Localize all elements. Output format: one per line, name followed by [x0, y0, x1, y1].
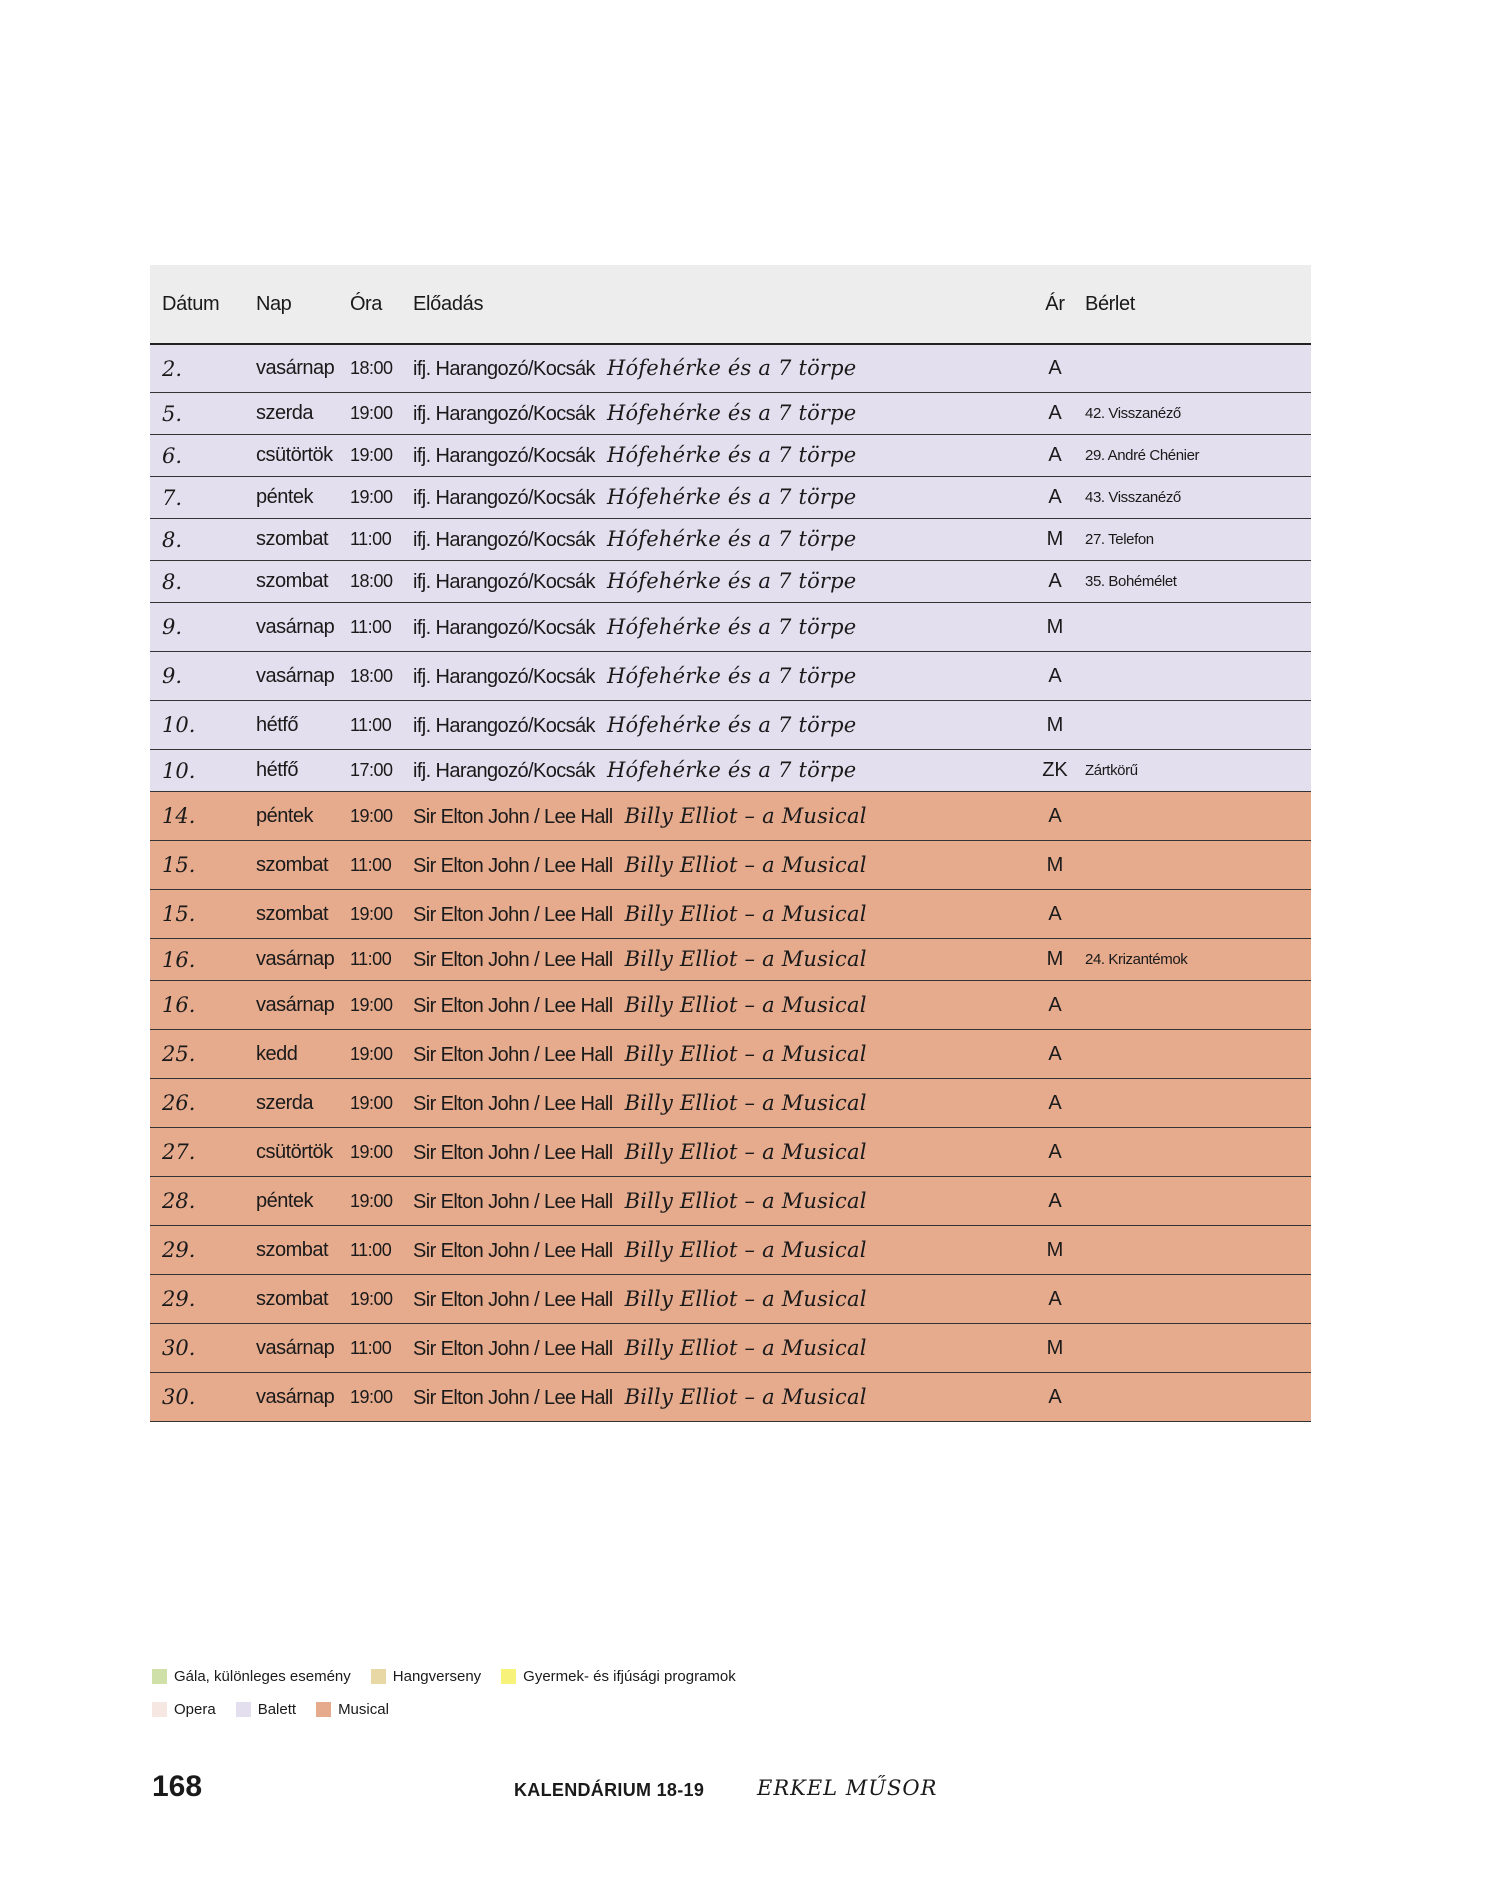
table-row — [150, 435, 1311, 477]
title-text: Billy Elliot – a Musical — [624, 803, 867, 828]
subscription-cell: 35. Bohémélet — [1085, 573, 1177, 590]
title-text: Billy Elliot – a Musical — [624, 947, 867, 971]
header-date: Dátum — [162, 292, 220, 315]
performance-cell — [413, 664, 856, 689]
date-cell: 16. — [162, 993, 196, 1017]
table-row — [150, 1373, 1311, 1422]
performance-cell — [413, 485, 856, 510]
day-cell: péntek — [256, 486, 314, 508]
author-text: ifj. Harangozó/Kocsák — [413, 445, 595, 467]
day-cell: hétfő — [256, 759, 298, 781]
page-number: 168 — [152, 1770, 203, 1803]
legend-label: Opera — [174, 1701, 216, 1718]
section-title: ERKEL MŰSOR — [757, 1776, 938, 1800]
date-cell: 5. — [162, 401, 183, 426]
title-text: Billy Elliot – a Musical — [624, 1286, 867, 1311]
author-text: ifj. Harangozó/Kocsák — [413, 760, 595, 782]
price-cell: M — [1046, 713, 1064, 736]
price-cell: A — [1048, 570, 1062, 592]
day-cell: szombat — [256, 570, 329, 592]
performance-cell — [413, 902, 867, 927]
date-cell: 25. — [162, 1042, 196, 1066]
price-cell: M — [1046, 1238, 1064, 1261]
performance-cell — [413, 947, 867, 972]
price-cell: M — [1046, 853, 1064, 876]
author-text: Sir Elton John / Lee Hall — [413, 1288, 613, 1311]
title-text: Hófehérke és a 7 törpe — [606, 758, 857, 782]
price-cell: A — [1048, 902, 1062, 925]
day-cell: szombat — [256, 1238, 329, 1261]
legend-label: Musical — [338, 1701, 389, 1718]
header-subscription: Bérlet — [1085, 292, 1135, 315]
performance-cell — [413, 527, 856, 552]
time-cell: 19:00 — [350, 1092, 393, 1113]
header-day: Nap — [256, 292, 292, 315]
table-row — [150, 561, 1311, 603]
legend-line — [152, 1693, 756, 1726]
price-cell: A — [1048, 486, 1062, 508]
day-cell: vasárnap — [256, 615, 335, 638]
table-row — [150, 939, 1311, 981]
title-text: Billy Elliot – a Musical — [624, 1041, 867, 1066]
time-cell: 19:00 — [350, 994, 393, 1015]
author-text: Sir Elton John / Lee Hall — [413, 1092, 613, 1115]
performance-cell — [413, 1042, 867, 1067]
time-cell: 19:00 — [350, 805, 393, 826]
subscription-cell: 42. Visszanéző — [1085, 405, 1181, 422]
date-cell: 2. — [162, 356, 183, 381]
price-cell: A — [1048, 993, 1062, 1016]
date-cell: 16. — [162, 947, 196, 972]
subscription-cell: 29. André Chénier — [1085, 447, 1200, 464]
table-row — [150, 841, 1311, 890]
legend-swatch — [501, 1669, 516, 1684]
title-text: Hófehérke és a 7 törpe — [606, 401, 857, 425]
time-cell: 19:00 — [350, 445, 393, 465]
performance-cell — [413, 1091, 867, 1116]
date-cell: 29. — [162, 1287, 196, 1311]
time-cell: 11:00 — [350, 714, 392, 735]
title-text: Billy Elliot – a Musical — [624, 901, 867, 926]
date-cell: 14. — [162, 804, 196, 828]
performance-cell — [413, 356, 856, 381]
author-text: ifj. Harangozó/Kocsák — [413, 529, 595, 551]
day-cell: szombat — [256, 1287, 329, 1310]
table-row — [150, 1079, 1311, 1128]
performance-cell — [413, 1238, 867, 1263]
day-cell: vasárnap — [256, 357, 335, 379]
time-cell: 11:00 — [350, 949, 392, 969]
schedule-table — [150, 265, 1311, 1422]
date-cell: 6. — [162, 443, 183, 468]
time-cell: 19:00 — [350, 1141, 393, 1162]
time-cell: 11:00 — [350, 616, 392, 637]
performance-cell — [413, 804, 867, 829]
title-text: Hófehérke és a 7 törpe — [606, 663, 857, 688]
table-row — [150, 393, 1311, 435]
table-row — [150, 1275, 1311, 1324]
day-cell: vasárnap — [256, 1336, 335, 1359]
performance-cell — [413, 1140, 867, 1165]
legend-swatch — [236, 1702, 251, 1717]
table-row — [150, 1226, 1311, 1275]
performance-cell — [413, 993, 867, 1018]
price-cell: M — [1046, 1336, 1064, 1359]
author-text: Sir Elton John / Lee Hall — [413, 994, 613, 1017]
time-cell: 11:00 — [350, 1239, 392, 1260]
price-cell: A — [1048, 444, 1062, 466]
legend-swatch — [152, 1702, 167, 1717]
author-text: ifj. Harangozó/Kocsák — [413, 571, 595, 593]
title-text: Billy Elliot – a Musical — [624, 992, 867, 1017]
title-text: Billy Elliot – a Musical — [624, 1139, 867, 1164]
subscription-cell: 27. Telefon — [1085, 531, 1154, 548]
day-cell: kedd — [256, 1042, 298, 1065]
price-cell: A — [1048, 357, 1062, 379]
day-cell: vasárnap — [256, 1385, 335, 1408]
author-text: ifj. Harangozó/Kocsák — [413, 358, 595, 380]
table-row — [150, 750, 1311, 792]
date-cell: 30. — [162, 1385, 196, 1409]
publication-title: KALENDÁRIUM 18-19 — [514, 1780, 705, 1800]
table-row — [150, 701, 1311, 750]
time-cell: 19:00 — [350, 1043, 393, 1064]
title-text: Hófehérke és a 7 törpe — [606, 614, 857, 639]
time-cell: 11:00 — [350, 1337, 392, 1358]
date-cell: 29. — [162, 1238, 196, 1262]
performance-cell — [413, 713, 856, 738]
title-text: Hófehérke és a 7 törpe — [606, 569, 857, 593]
author-text: ifj. Harangozó/Kocsák — [413, 403, 595, 425]
subscription-cell: 43. Visszanéző — [1085, 489, 1181, 506]
legend-item — [371, 1668, 481, 1685]
legend-item — [152, 1701, 216, 1718]
author-text: ifj. Harangozó/Kocsák — [413, 616, 595, 639]
subscription-cell: Zártkörű — [1085, 762, 1138, 779]
time-cell: 11:00 — [350, 854, 392, 875]
table-row — [150, 1030, 1311, 1079]
date-cell: 8. — [162, 569, 183, 594]
day-cell: vasárnap — [256, 664, 335, 687]
time-cell: 19:00 — [350, 487, 393, 507]
day-cell: csütörtök — [256, 444, 333, 466]
performance-cell — [413, 1189, 867, 1214]
author-text: Sir Elton John / Lee Hall — [413, 1043, 613, 1066]
price-cell: A — [1048, 1091, 1062, 1114]
header-time: Óra — [350, 292, 382, 315]
date-cell: 9. — [162, 615, 183, 639]
legend-label: Hangverseny — [392, 1668, 482, 1685]
author-text: Sir Elton John / Lee Hall — [413, 903, 613, 926]
day-cell: péntek — [256, 804, 314, 827]
time-cell: 19:00 — [350, 1288, 393, 1309]
legend-swatch — [152, 1669, 167, 1684]
author-text: Sir Elton John / Lee Hall — [413, 1141, 613, 1164]
title-text: Hófehérke és a 7 törpe — [606, 485, 857, 509]
author-text: ifj. Harangozó/Kocsák — [413, 714, 595, 737]
table-header — [150, 265, 1311, 345]
date-cell: 30. — [162, 1336, 196, 1360]
time-cell: 17:00 — [350, 760, 393, 780]
author-text: Sir Elton John / Lee Hall — [413, 854, 613, 877]
date-cell: 10. — [162, 713, 196, 737]
date-cell: 26. — [162, 1091, 196, 1115]
header-price: Ár — [1045, 292, 1065, 315]
page-footer — [152, 1770, 1052, 1810]
author-text: Sir Elton John / Lee Hall — [413, 1386, 613, 1409]
performance-cell — [413, 615, 856, 640]
title-text: Hófehérke és a 7 törpe — [606, 527, 857, 551]
day-cell: hétfő — [256, 713, 298, 736]
performance-cell — [413, 401, 856, 426]
performance-cell — [413, 1287, 867, 1312]
table-row — [150, 792, 1311, 841]
date-cell: 27. — [162, 1140, 196, 1164]
author-text: ifj. Harangozó/Kocsák — [413, 487, 595, 509]
table-row — [150, 1177, 1311, 1226]
time-cell: 18:00 — [350, 665, 393, 686]
title-text: Hófehérke és a 7 törpe — [606, 356, 857, 380]
legend-label: Balett — [257, 1701, 297, 1718]
price-cell: A — [1048, 1140, 1062, 1163]
table-row — [150, 981, 1311, 1030]
price-cell: A — [1048, 1042, 1062, 1065]
price-cell: A — [1048, 402, 1062, 424]
table-row — [150, 345, 1311, 393]
price-cell: A — [1048, 1189, 1062, 1212]
day-cell: szombat — [256, 902, 329, 925]
price-cell: A — [1048, 664, 1062, 687]
price-cell: A — [1048, 804, 1062, 827]
title-text: Billy Elliot – a Musical — [624, 1335, 867, 1360]
table-row — [150, 652, 1311, 701]
legend-label: Gála, különleges esemény — [174, 1668, 351, 1685]
day-cell: szerda — [256, 402, 314, 424]
author-text: ifj. Harangozó/Kocsák — [413, 665, 595, 688]
table-row — [150, 1324, 1311, 1373]
time-cell: 19:00 — [350, 1190, 393, 1211]
performance-cell — [413, 758, 856, 783]
legend-swatch — [316, 1702, 331, 1717]
table-row — [150, 890, 1311, 939]
title-text: Billy Elliot – a Musical — [624, 852, 867, 877]
author-text: Sir Elton John / Lee Hall — [413, 1190, 613, 1213]
price-cell: ZK — [1042, 759, 1068, 781]
author-text: Sir Elton John / Lee Hall — [413, 1337, 613, 1360]
table-body — [150, 345, 1311, 1422]
date-cell: 8. — [162, 527, 183, 552]
header-performance: Előadás — [413, 292, 484, 315]
title-text: Billy Elliot – a Musical — [624, 1090, 867, 1115]
time-cell: 19:00 — [350, 403, 393, 423]
table-row — [150, 477, 1311, 519]
date-cell: 10. — [162, 758, 196, 783]
legend-item — [501, 1668, 736, 1685]
title-text: Billy Elliot – a Musical — [624, 1188, 867, 1213]
time-cell: 18:00 — [350, 571, 393, 591]
legend — [152, 1660, 756, 1726]
day-cell: péntek — [256, 1189, 314, 1212]
day-cell: vasárnap — [256, 948, 335, 970]
title-text: Hófehérke és a 7 törpe — [606, 712, 857, 737]
table-row — [150, 519, 1311, 561]
performance-cell — [413, 1336, 867, 1361]
performance-cell — [413, 1385, 867, 1410]
price-cell: A — [1048, 1287, 1062, 1310]
date-cell: 9. — [162, 664, 183, 688]
legend-item — [316, 1701, 389, 1718]
day-cell: szombat — [256, 528, 329, 550]
time-cell: 19:00 — [350, 903, 393, 924]
price-cell: M — [1046, 948, 1064, 970]
legend-item — [152, 1668, 351, 1685]
author-text: Sir Elton John / Lee Hall — [413, 1239, 613, 1262]
price-cell: A — [1048, 1385, 1062, 1408]
performance-cell — [413, 569, 856, 594]
legend-swatch — [371, 1669, 386, 1684]
day-cell: csütörtök — [256, 1140, 333, 1163]
author-text: Sir Elton John / Lee Hall — [413, 949, 613, 971]
title-text: Billy Elliot – a Musical — [624, 1384, 867, 1409]
time-cell: 11:00 — [350, 529, 392, 549]
date-cell: 15. — [162, 902, 196, 926]
day-cell: szerda — [256, 1091, 314, 1114]
price-cell: M — [1046, 615, 1064, 638]
time-cell: 19:00 — [350, 1386, 393, 1407]
performance-cell — [413, 443, 856, 468]
price-cell: M — [1046, 528, 1064, 550]
table-row — [150, 603, 1311, 652]
legend-item — [236, 1701, 296, 1718]
legend-label: Gyermek- és ifjúsági programok — [523, 1668, 736, 1685]
time-cell: 18:00 — [350, 358, 393, 378]
subscription-cell: 24. Krizantémok — [1085, 951, 1188, 968]
date-cell: 15. — [162, 853, 196, 877]
title-text: Hófehérke és a 7 törpe — [606, 443, 857, 467]
legend-line — [152, 1660, 756, 1693]
day-cell: vasárnap — [256, 993, 335, 1016]
author-text: Sir Elton John / Lee Hall — [413, 805, 613, 828]
title-text: Billy Elliot – a Musical — [624, 1237, 867, 1262]
performance-cell — [413, 853, 867, 878]
date-cell: 28. — [162, 1189, 196, 1213]
day-cell: szombat — [256, 853, 329, 876]
table-row — [150, 1128, 1311, 1177]
date-cell: 7. — [162, 485, 183, 510]
